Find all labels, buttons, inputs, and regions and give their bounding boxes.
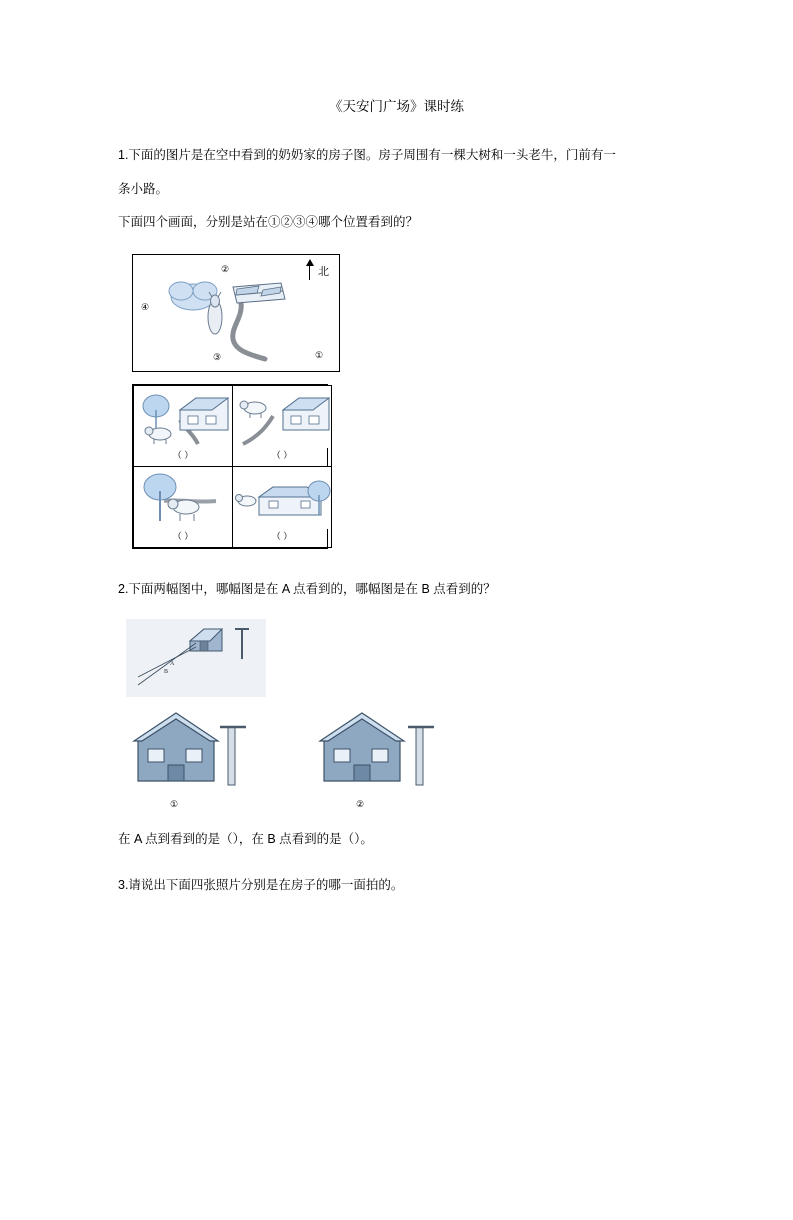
document-page: [0, 98, 793, 1220]
view-picture-2: [233, 386, 331, 448]
view-picture-4: [233, 467, 331, 529]
view-picture-1: [134, 386, 232, 448]
aerial-label-2: ②: [221, 264, 230, 275]
svg-text:A: A: [170, 660, 175, 667]
figure-two-house-photos: [124, 703, 484, 799]
svg-text:B: B: [164, 668, 169, 675]
view-picture-3: [134, 467, 232, 529]
aerial-map-frame: [132, 254, 340, 372]
aerial-label-4: ④: [141, 302, 150, 313]
aerial-north-label-group: [318, 263, 329, 279]
two-house-captions: [124, 799, 484, 813]
question-3: 3.请说出下面四张照片分别是在房子的哪一面拍的。: [118, 877, 404, 892]
aerial-label-1: ①: [315, 350, 324, 361]
figure-viewpoints: [126, 619, 266, 697]
figure-four-views: [132, 384, 328, 549]
north-arrow-icon: [306, 259, 314, 266]
view-caption-3: （ ）: [172, 531, 194, 542]
question-1-line-1: 1.下面的图片是在空中看到的奶奶家的房子图。房子周围有一棵大树和一头老牛，门前有一: [118, 147, 616, 162]
figure-aerial-map: [118, 254, 675, 372]
page-title: 《天安门广场》课时练: [329, 99, 464, 114]
view-caption-2: （ ）: [271, 450, 293, 461]
question-1-line-3: 下面四个画面，分别是站在①②③④哪个位置看到的？: [118, 215, 419, 230]
north-arrow-shaft: [309, 264, 310, 280]
north-label: 北: [318, 266, 329, 279]
view-caption-4: （ ）: [271, 531, 293, 542]
question-1-line-2: 条小路。: [118, 181, 169, 196]
view-caption-1: （ ）: [172, 450, 194, 461]
house-caption-2: ②: [356, 798, 365, 809]
house-caption-1: ①: [170, 798, 179, 809]
aerial-label-3: ③: [213, 352, 222, 363]
question-2: 2.下面两幅图中，哪幅图是在 A 点看到的，哪幅图是在 B 点看到的？: [118, 582, 496, 597]
question-2-answer-line: 在 A 点到看到的是（），在 B 点看到的是（）。: [118, 831, 373, 846]
